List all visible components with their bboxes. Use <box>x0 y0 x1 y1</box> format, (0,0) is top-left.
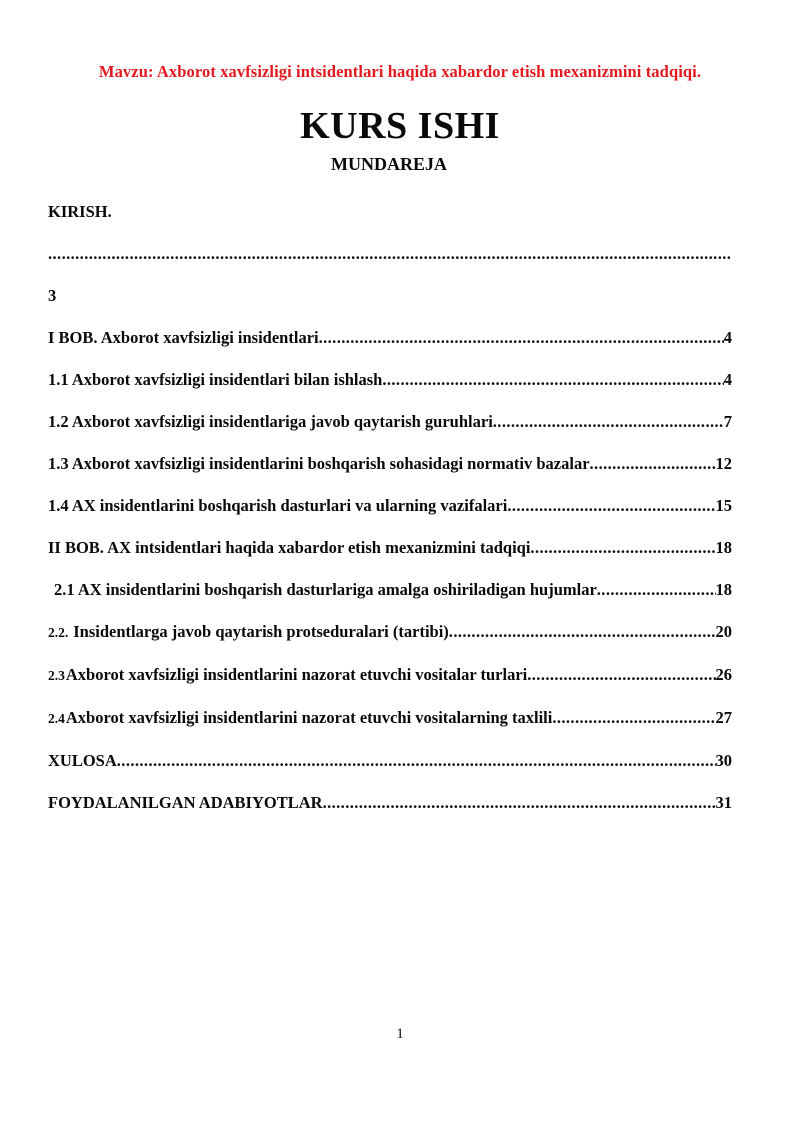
dot-leader <box>319 327 724 349</box>
toc-entry-chapter-1 <box>48 327 732 349</box>
toc-entry-page: 15 <box>715 496 732 515</box>
dot-leader <box>449 621 716 643</box>
toc-entry-page: 12 <box>715 454 732 473</box>
toc-heading: MUNDAREJA <box>331 154 447 174</box>
toc-entry-2-1 <box>48 579 732 601</box>
toc-entry-2-4 <box>48 707 732 730</box>
dot-leader <box>48 243 732 265</box>
toc-entry-label: 1.3 Axborot xavfsizligi insidentlarini boshqarish sohasidagi normativ bazalar <box>48 454 590 473</box>
toc-entry-page: 18 <box>715 538 732 557</box>
toc-dots-line <box>48 243 732 265</box>
toc-entry-page: 30 <box>715 751 732 770</box>
toc-entry-page: 4 <box>723 370 732 389</box>
toc-entry-number: 2.3 <box>48 668 65 683</box>
toc-entry-2-3 <box>48 664 732 687</box>
toc-entry-page: 31 <box>715 793 732 812</box>
toc-entry-page: 7 <box>723 412 732 431</box>
toc-entry-chapter-2 <box>48 537 732 559</box>
toc-entry-1-2 <box>48 411 732 433</box>
dot-leader <box>590 453 716 475</box>
dot-leader <box>552 707 715 729</box>
dot-leader <box>527 664 715 686</box>
toc-entry-page: 20 <box>715 622 732 641</box>
toc-entry-1-3 <box>48 453 732 475</box>
toc-entry-label: Axborot xavfsizligi insidentlarini nazorat etuvchi vositalarning taxlili <box>65 708 553 727</box>
dot-leader <box>117 750 716 772</box>
toc-entry-label: 1.1 Axborot xavfsizligi insidentlari bilan ishlash <box>48 370 383 389</box>
dot-leader <box>323 792 716 814</box>
dot-leader <box>382 369 723 391</box>
toc-entry-label: Axborot xavfsizligi insidentlarini nazorat etuvchi vositalar turlari <box>65 665 528 684</box>
toc-entry-page: 3 <box>48 286 57 305</box>
toc-entry-number: 2.4 <box>48 711 65 726</box>
toc-entry-label: KIRISH. <box>48 202 112 221</box>
toc-entry-label: Insidentlarga javob qaytarish protseduralari (tartibi) <box>73 622 449 641</box>
toc-entry-label: 1.4 AX insidentlarini boshqarish dasturlari va ularning vazifalari <box>48 496 508 515</box>
toc-entry-label: I BOB. Axborot xavfsizligi insidentlari <box>48 328 319 347</box>
toc-entry-2-2 <box>48 621 732 644</box>
toc-entry-page: 26 <box>715 665 732 684</box>
toc-entry-xulosa <box>48 750 732 772</box>
toc-entry-label: FOYDALANILGAN ADABIYOTLAR <box>48 793 323 812</box>
toc-entry-number: 2.2. <box>48 625 69 640</box>
toc-entry-label: 1.2 Axborot xavfsizligi insidentlariga javob qaytarish guruhlari <box>48 412 493 431</box>
dot-leader <box>507 495 715 517</box>
toc-entry-1-1 <box>48 369 732 391</box>
toc-entry-page: 27 <box>715 708 732 727</box>
page-number: 1 <box>396 1026 404 1042</box>
topic-title: Mavzu: Axborot xavfsizligi intsidentlari haqida xabardor etish mexanizmini tadqiqi. <box>98 62 702 81</box>
toc-entry-page: 4 <box>723 328 732 347</box>
toc-entry-kirish <box>48 201 732 223</box>
toc-entry-page: 18 <box>715 580 732 599</box>
toc-entry-1-4 <box>48 495 732 517</box>
dot-leader <box>597 579 716 601</box>
main-title: KURS ISHI <box>300 105 500 147</box>
toc-entry-adabiyotlar <box>48 792 732 814</box>
toc-entry-kirish-page <box>48 285 732 307</box>
table-of-contents <box>48 201 732 814</box>
toc-entry-label: II BOB. AX intsidentlari haqida xabardor etish mexanizmini tadqiqi <box>48 538 531 557</box>
dot-leader <box>530 537 715 559</box>
toc-entry-label: XULOSA <box>48 751 117 770</box>
dot-leader <box>493 411 724 433</box>
toc-entry-label: 2.1 AX insidentlarini boshqarish dasturlariga amalga oshiriladigan hujumlar <box>54 580 597 599</box>
